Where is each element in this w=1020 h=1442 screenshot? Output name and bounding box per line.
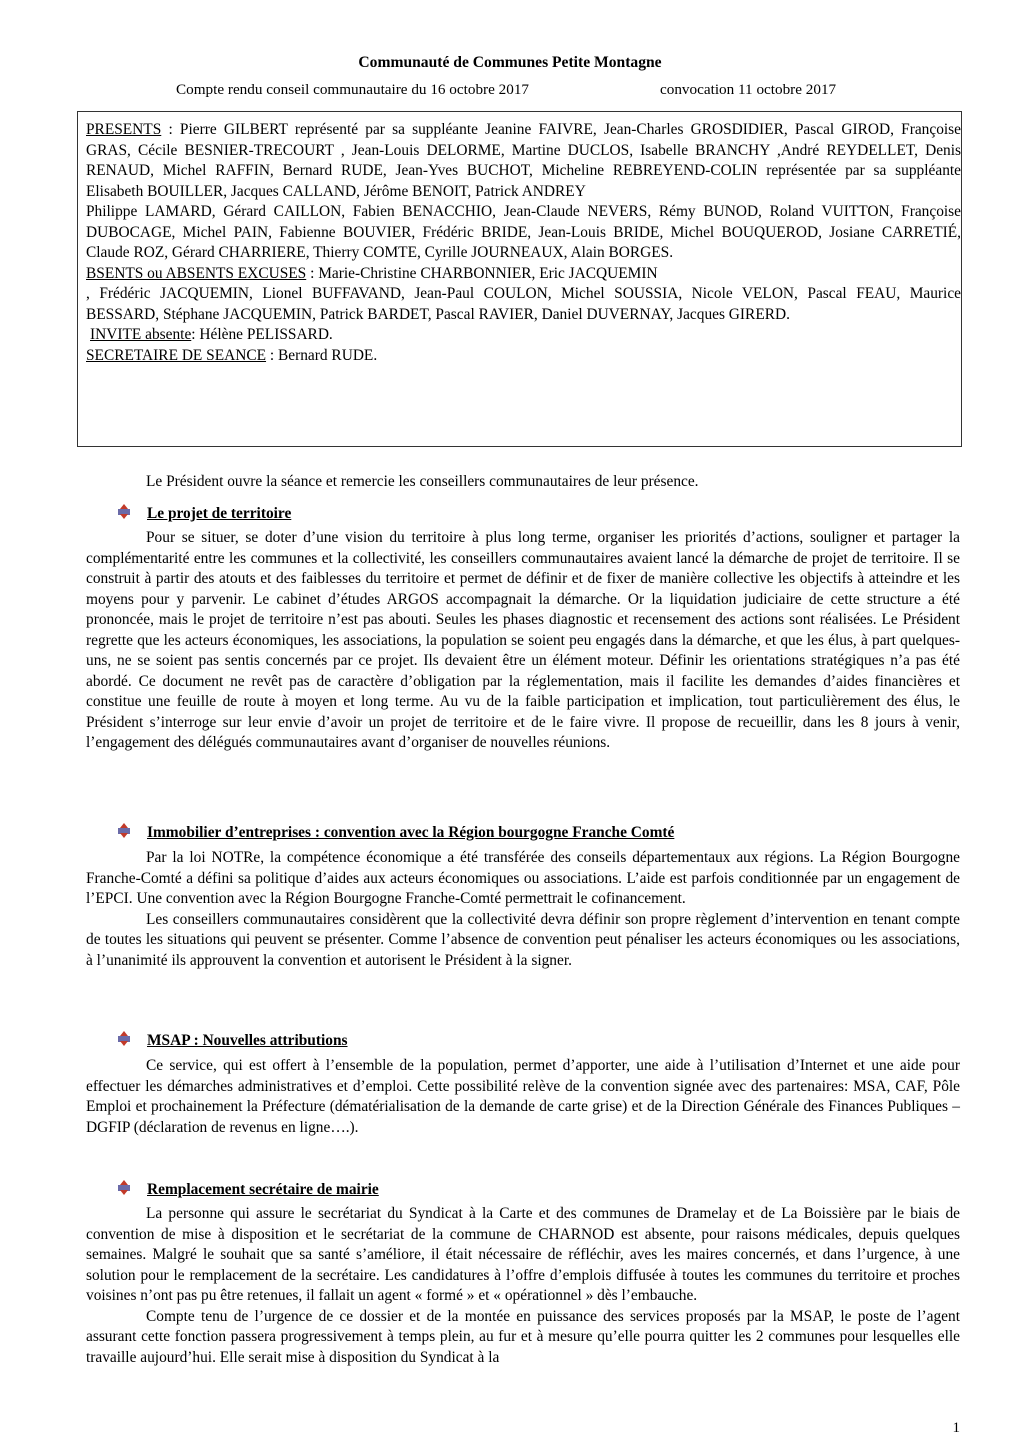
convocation-date: convocation 11 octobre 2017	[660, 81, 837, 98]
secretaire-name: : Bernard RUDE.	[266, 346, 378, 364]
paragraph: Les conseillers communautaires considèrent que la collectivité devra définir son propre règlement d’intervention en tenant compte de toutes les situations qui peuvent se présenter. Comme l’absence de convention peut pénaliser les acteurs économiques ou les associations, à l’unanimité ils approuvent la convention et autorisent le Président à la signer.	[86, 910, 960, 969]
presents-label: PRESENTS	[86, 121, 162, 138]
intro-text: Le Président ouvre la séance et remercie les conseillers communautaires de leur présence.	[146, 473, 699, 490]
section-body-remplacement	[86, 1204, 960, 1368]
paragraph: Par la loi NOTRe, la compétence économique a été transférée des conseils départementaux aux régions. La Région Bourgogne Franche-Comté a défini sa politique d’aides aux acteurs économiques ou associations. L’aide est parfois conditionnée par un engagement de l’EPCI. Une convention avec la Région Bourgogne Franche-Comté permettrait le cofinancement.	[86, 849, 960, 907]
invite-label: INVITE absente	[90, 326, 192, 343]
paragraph: Compte tenu de l’urgence de ce dossier et de la montée en puissance des services proposés par la MSAP, le poste de l’agent assurant cette fonction passera progressivement à temps plein, au fur et à mesure qu’elle pourra quitter les 2 communes pour lesquelles elle travaille aujourd’hui. Elle serait mise à disposition du Syndicat à la	[86, 1307, 960, 1366]
section-heading-msap	[117, 1030, 348, 1052]
section-heading-text: MSAP : Nouvelles attributions	[147, 1032, 348, 1049]
invite-name: : Hélène PELISSARD.	[191, 326, 333, 343]
section-heading-text: Remplacement secrétaire de mairie	[147, 1181, 379, 1198]
presents-paragraph-2: Philippe LAMARD, Gérard CAILLON, Fabien BENACCHIO, Jean-Claude NEVERS, Rémy BUNOD, Roland VUITTON, Françoise DUBOCAGE, Michel PAIN, Fabienne BOUVIER, Frédéric BRIDE, Jean-Louis BRIDE, Michel BOUQUEROD, Josiane CARRETIÉ, Claude ROZ, Gérard CHARRIERE, Thierry COMTE, Cyrille JOURNEAUX, Alain BORGES.	[86, 203, 961, 261]
meeting-date: Compte rendu conseil communautaire du 16 octobre 2017	[176, 81, 530, 98]
bullet-arrow-icon	[117, 822, 133, 838]
section-heading-text: Le projet de territoire	[147, 505, 292, 522]
presents-list: : Pierre GILBERT représenté par sa suppléante Jeanine FAIVRE, Jean-Charles GROSDIDIER, Pascal GIROD, Françoise GRAS, Cécile BESNIER-TRECOURT , Jean-Louis DELORME, Martine DUCLOS, Isabelle BRANCHY ,André REYDELLET, Denis RENAUD, Michel RAFFIN, Bernard RUDE, Jean-Yves BUCHOT, Micheline REBREYEND-COLIN représentée par sa suppléante Elisabeth BOUILLER, Jacques CALLAND, Jérôme BENOIT, Patrick ANDREY	[86, 121, 961, 200]
paragraph: Ce service, qui est offert à l’ensemble de la population, permet d’apporter, une aide à l’utilisation d’Internet et une aide pour effectuer les démarches administratives et d’emploi. Cette possibilité relève de la convention signée avec des partenaires: MSA, CAF, Pôle Emploi et prochainement la Préfecture (dématérialisation de la demande de carte grise) et de la Direction Générale des Finances Publiques –DGFIP (déclaration de revenus en ligne….).	[86, 1057, 960, 1136]
presents-paragraph	[86, 120, 961, 202]
secretaire-paragraph	[86, 346, 961, 367]
invite-paragraph	[86, 325, 961, 346]
section-heading-projet	[117, 503, 291, 525]
bullet-arrow-icon	[117, 503, 133, 519]
section-heading-immobilier	[117, 822, 674, 844]
section-body-msap	[86, 1056, 960, 1138]
section-heading-remplacement	[117, 1179, 379, 1201]
section-heading-text: Immobilier d’entreprises : convention avec la Région bourgogne Franche Comté	[147, 824, 675, 841]
paragraph: Pour se situer, se doter d’une vision du territoire à plus long terme, organiser les priorités d’actions, souligner et partager la complémentarité entre les communes et la collectivité, les conseillers communautaires avaient lancé la démarche de projet de territoire. Il se construit à partir des atouts et des faiblesses du territoire et permet de définir et de fixer de manière collective les objectifs à atteindre et les moyens pour y parvenir. Le cabinet d’études ARGOS accompagnait la démarche. Or la liquidation judiciaire de cette structure a été prononcée, mais le projet de territoire n’est pas abouti. Seules les phases diagnostic et recensement des actions sont réalisées. Le Président regrette que les acteurs économiques, les associations, la population se soient peu engagés dans la démarche, et que les élus, à part quelques- uns, ne se soient pas sentis concernés par ce projet. Ils devaient être un élément moteur. Définir les orientations stratégiques n’a pas été abordé. Ce document ne revêt pas de caractère d’obligation par la réglementation, mais il facilite les demandes d’aides financières et constitue une feuille de route à moyen et long terme. Au vu de la faible participation et implication, tout particulièrement des élus, le Président s’interroge sur leur envie d’avoir un projet de territoire et de le faire vivre. Il propose de recueillir, dans les 8 jours à venir, l’engagement des délégués communautaires avant d’organiser de nouvelles réunions.	[86, 529, 960, 751]
paragraph: La personne qui assure le secrétariat du Syndicat à la Carte et des communes de Dramelay et de La Boissière par le biais de convention de mise à disposition et le secrétariat de la commune de CHARNOD est absente, pour raisons médicales, depuis quelques semaines. Malgré le souhait que sa santé s’améliore, il était nécessaire de réfléchir, aves les maires concernés, et dans l’urgence, à une solution pour le remplacement de la secrétaire. Les candidatures à l’offre d’emplois diffusée à toutes les communes du territoire et proches voisines n’ont pas pu être retenues, il fallait un agent « formé » et « opérationnel » dès l’embauche.	[86, 1205, 960, 1304]
absents-paragraph-2: , Frédéric JACQUEMIN, Lionel BUFFAVAND, Jean-Paul COULON, Michel SOUSSIA, Nicole VELON, Pascal FEAU, Maurice BESSARD, Stéphane JACQUEMIN, Patrick BARDET, Pascal RAVIER, Daniel DUVERNAY, Jacques GIRERD.	[86, 285, 961, 323]
secretaire-label: SECRETAIRE DE SEANCE	[86, 346, 267, 364]
section-body-immobilier	[86, 848, 960, 971]
document-title: Communauté de Communes Petite Montagne	[358, 54, 662, 71]
absents-label: BSENTS ou ABSENTS EXCUSES	[86, 264, 307, 282]
page-number: 1	[952, 1420, 960, 1436]
attendance-box	[77, 111, 962, 447]
section-body-projet	[86, 528, 960, 754]
absents-list: : Marie-Christine CHARBONNIER, Eric JACQUEMIN	[306, 264, 658, 282]
bullet-arrow-icon	[117, 1179, 133, 1195]
absents-paragraph	[86, 264, 961, 285]
bullet-arrow-icon	[117, 1030, 133, 1046]
